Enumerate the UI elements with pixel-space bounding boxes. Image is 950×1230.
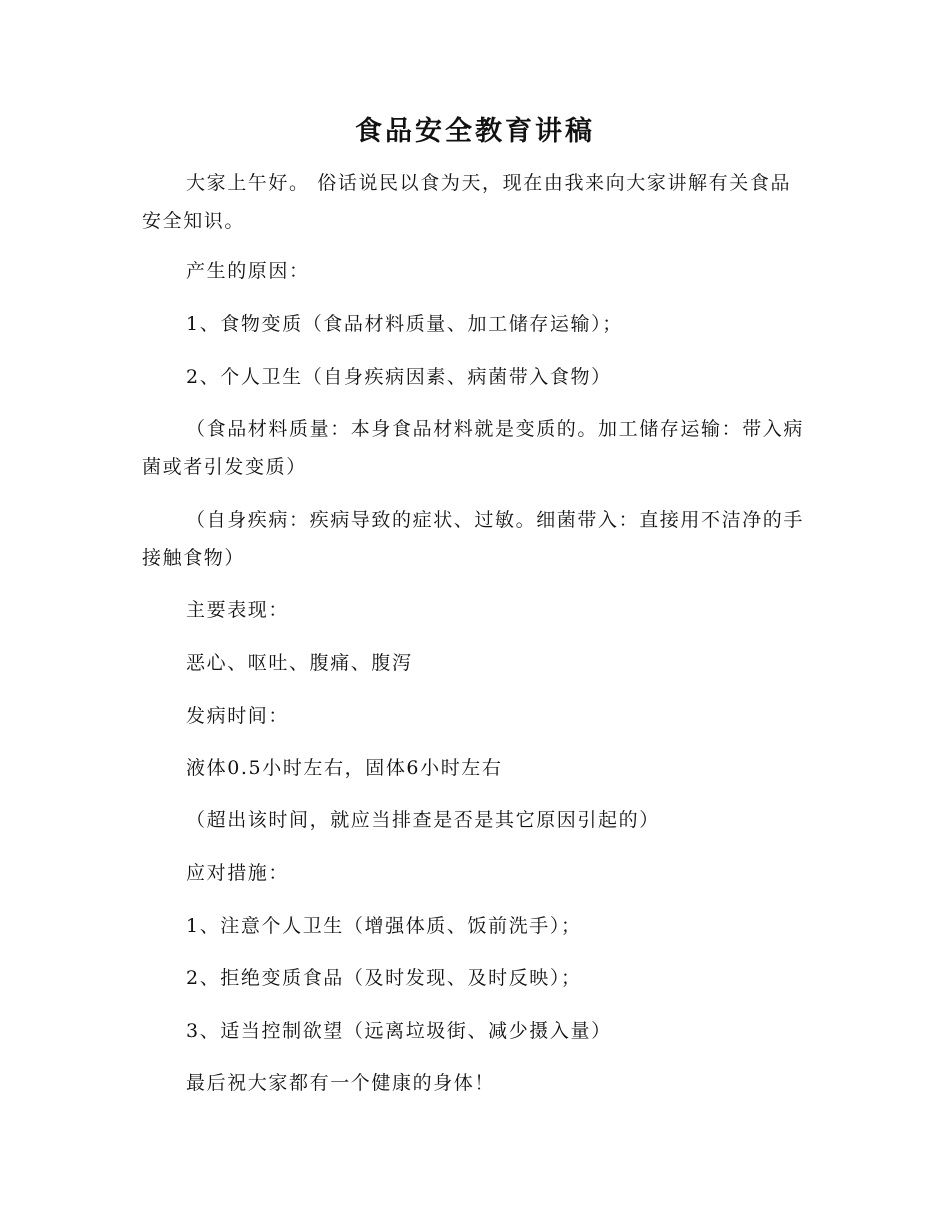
paragraph-symptoms-heading: 主要表现：: [186, 599, 290, 621]
paragraph-closing: 最后祝大家都有一个健康的身体！: [186, 1072, 496, 1094]
paragraph-symptoms: 恶心、呕吐、腹痛、腹泻: [186, 652, 413, 674]
paragraph-greeting: 大家上午好。 俗话说民以食为天，现在由我来向大家讲解有关食品安全知识。: [142, 172, 792, 232]
paragraph-measure-3: 3、适当控制欲望（远离垃圾街、减少摄入量）: [186, 1020, 612, 1042]
paragraph-cause-2-note: （自身疾病：疾病导致的症状、过敏。细菌带入：直接用不洁净的手接触食物）: [142, 509, 805, 569]
document-title: 食品安全教育讲稿: [355, 116, 595, 147]
paragraph-cause-1-note: （食品材料质量：本身食品材料就是变质的。加工储存运输：带入病菌或者引发变质）: [142, 418, 805, 478]
paragraph-measure-1: 1、注意个人卫生（增强体质、饭前洗手）；: [186, 915, 582, 937]
paragraph-onset-note: （超出该时间，就应当排查是否是其它原因引起的）: [186, 809, 660, 831]
paragraph-measure-2: 2、拒绝变质食品（及时发现、及时反映）；: [186, 967, 582, 989]
paragraph-cause-2: 2、个人卫生（自身疾病因素、病菌带入食物）: [186, 366, 612, 388]
paragraph-onset-heading: 发病时间：: [186, 705, 290, 727]
paragraph-cause-1: 1、食物变质（食品材料质量、加工储存运输）；: [186, 313, 623, 335]
paragraph-onset: 液体0.5小时左右，固体6小时左右: [186, 757, 503, 779]
paragraph-causes-heading: 产生的原因：: [186, 260, 310, 282]
paragraph-measures-heading: 应对措施：: [186, 862, 290, 884]
